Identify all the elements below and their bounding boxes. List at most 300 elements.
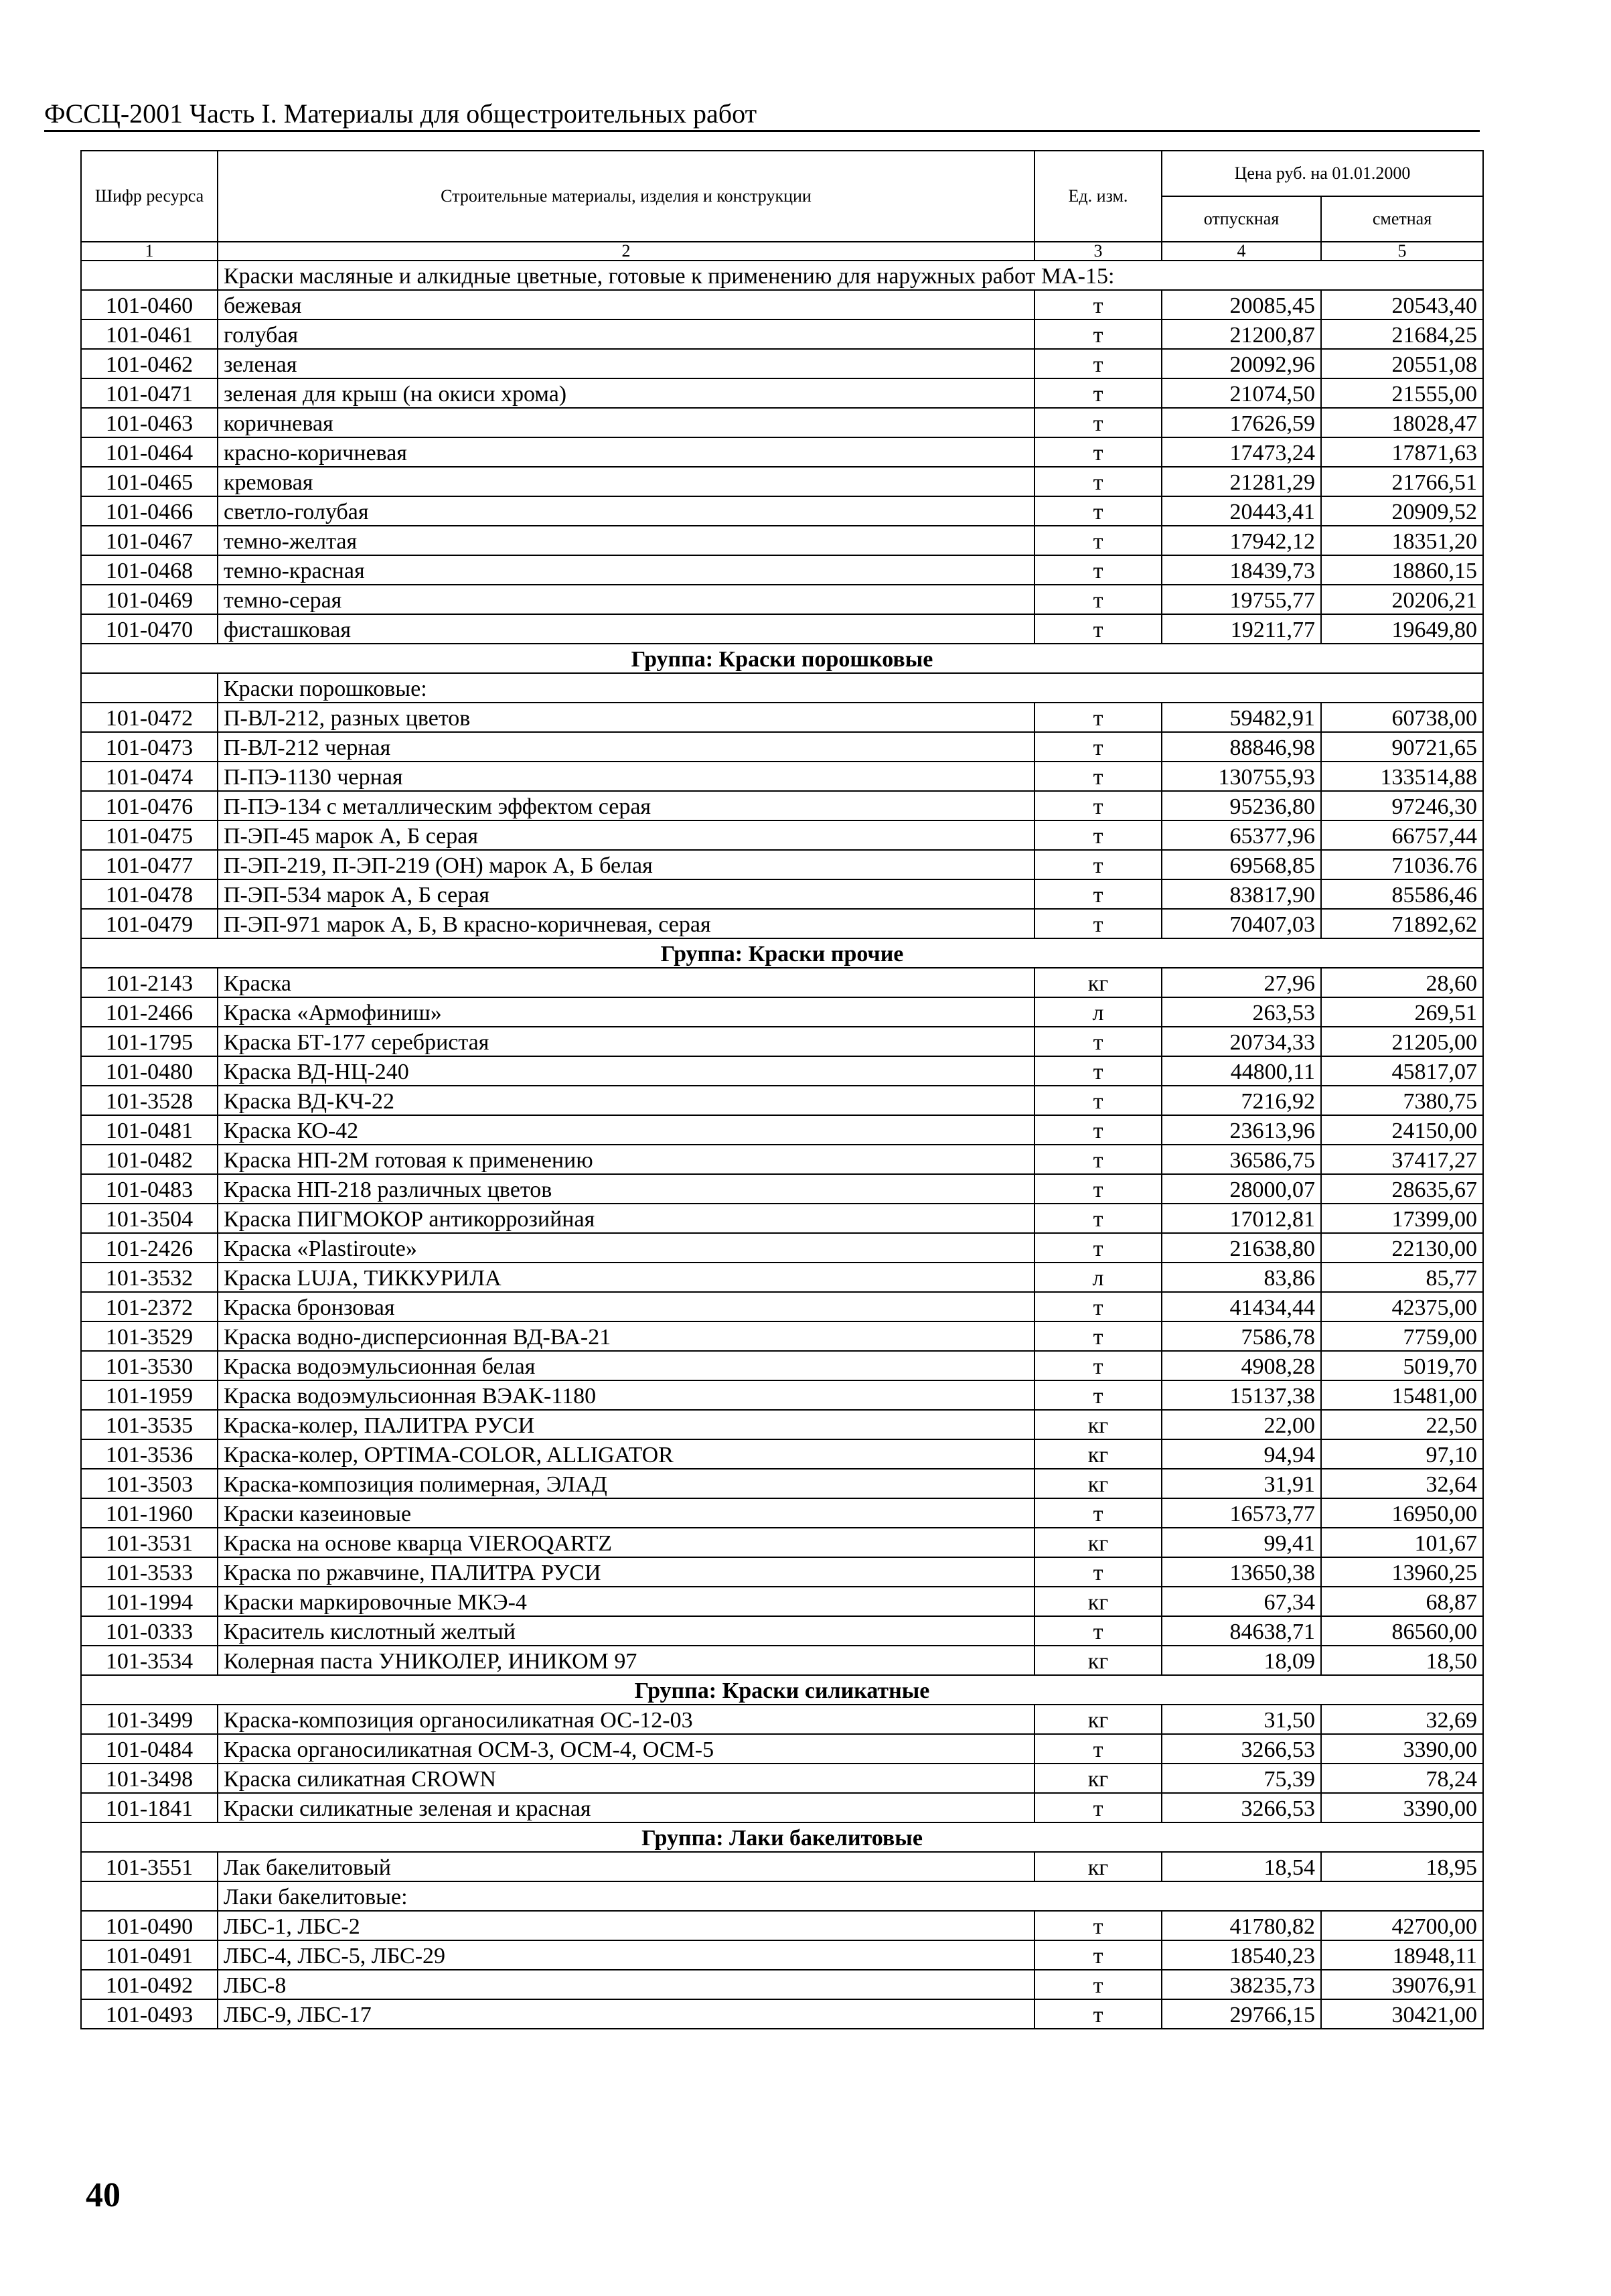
table-row bbox=[81, 319, 1483, 349]
unit-of-measure: т bbox=[1034, 1498, 1162, 1528]
release-price: 17626,59 bbox=[1162, 408, 1321, 437]
release-price: 3266,53 bbox=[1162, 1793, 1321, 1822]
resource-code: 101-0460 bbox=[81, 290, 218, 319]
estimate-price: 32,69 bbox=[1321, 1705, 1483, 1734]
material-name: П-ЭП-45 марок А, Б серая bbox=[218, 820, 1034, 850]
release-price: 18439,73 bbox=[1162, 555, 1321, 585]
resource-code: 101-0467 bbox=[81, 526, 218, 555]
table-row bbox=[81, 1793, 1483, 1822]
price-table bbox=[80, 150, 1484, 2029]
resource-code: 101-0471 bbox=[81, 378, 218, 408]
material-name: темно-серая bbox=[218, 585, 1034, 614]
table-row bbox=[81, 1380, 1483, 1410]
resource-code: 101-0474 bbox=[81, 762, 218, 791]
material-name: ЛБС-8 bbox=[218, 1970, 1034, 1999]
release-price: 83817,90 bbox=[1162, 879, 1321, 909]
resource-code: 101-1959 bbox=[81, 1380, 218, 1410]
unit-of-measure: т bbox=[1034, 1233, 1162, 1263]
table-row bbox=[81, 850, 1483, 879]
table-row bbox=[81, 1587, 1483, 1616]
table-header-row bbox=[81, 151, 1483, 196]
resource-code: 101-2466 bbox=[81, 997, 218, 1027]
material-name: П-ВЛ-212, разных цветов bbox=[218, 703, 1034, 732]
estimate-price: 16950,00 bbox=[1321, 1498, 1483, 1528]
estimate-price: 78,24 bbox=[1321, 1764, 1483, 1793]
estimate-price: 22,50 bbox=[1321, 1410, 1483, 1439]
estimate-price: 86560,00 bbox=[1321, 1616, 1483, 1646]
material-name: бежевая bbox=[218, 290, 1034, 319]
estimate-price: 90721,65 bbox=[1321, 732, 1483, 762]
resource-code: 101-3535 bbox=[81, 1410, 218, 1439]
estimate-price: 3390,00 bbox=[1321, 1793, 1483, 1822]
unit-of-measure: т bbox=[1034, 1734, 1162, 1764]
release-price: 59482,91 bbox=[1162, 703, 1321, 732]
unit-of-measure: т bbox=[1034, 378, 1162, 408]
release-price: 3266,53 bbox=[1162, 1734, 1321, 1764]
unit-of-measure: т bbox=[1034, 1292, 1162, 1321]
material-name: Краска НП-2М готовая к применению bbox=[218, 1145, 1034, 1174]
estimate-price: 71036.76 bbox=[1321, 850, 1483, 879]
resource-code: 101-0477 bbox=[81, 850, 218, 879]
table-row bbox=[81, 467, 1483, 496]
resource-code: 101-3499 bbox=[81, 1705, 218, 1734]
estimate-price: 17399,00 bbox=[1321, 1204, 1483, 1233]
estimate-price: 28635,67 bbox=[1321, 1174, 1483, 1204]
release-price: 69568,85 bbox=[1162, 850, 1321, 879]
table-row bbox=[81, 1174, 1483, 1204]
release-price: 18540,23 bbox=[1162, 1940, 1321, 1970]
unit-of-measure: кг bbox=[1034, 1439, 1162, 1469]
column-number: 3 bbox=[1034, 242, 1162, 261]
material-name: Краска bbox=[218, 968, 1034, 997]
material-name: Краска бронзовая bbox=[218, 1292, 1034, 1321]
release-price: 41780,82 bbox=[1162, 1911, 1321, 1940]
estimate-price: 20206,21 bbox=[1321, 585, 1483, 614]
material-name: фисташковая bbox=[218, 614, 1034, 644]
material-name: зеленая для крыш (на окиси хрома) bbox=[218, 378, 1034, 408]
estimate-price: 17871,63 bbox=[1321, 437, 1483, 467]
estimate-price: 85,77 bbox=[1321, 1263, 1483, 1292]
table-row bbox=[81, 555, 1483, 585]
resource-code: 101-3529 bbox=[81, 1321, 218, 1351]
resource-code: 101-2143 bbox=[81, 968, 218, 997]
estimate-price: 97246,30 bbox=[1321, 791, 1483, 820]
release-price: 23613,96 bbox=[1162, 1115, 1321, 1145]
unit-of-measure: т bbox=[1034, 850, 1162, 879]
release-price: 17942,12 bbox=[1162, 526, 1321, 555]
estimate-price: 18860,15 bbox=[1321, 555, 1483, 585]
table-row bbox=[81, 585, 1483, 614]
release-price: 21638,80 bbox=[1162, 1233, 1321, 1263]
unit-of-measure: т bbox=[1034, 1027, 1162, 1056]
table-row bbox=[81, 1498, 1483, 1528]
unit-of-measure: т bbox=[1034, 1321, 1162, 1351]
release-price: 94,94 bbox=[1162, 1439, 1321, 1469]
header-price: Цена руб. на 01.01.2000 bbox=[1162, 151, 1483, 196]
table-row bbox=[81, 1528, 1483, 1557]
release-price: 18,09 bbox=[1162, 1646, 1321, 1675]
estimate-price: 66757,44 bbox=[1321, 820, 1483, 850]
unit-of-measure: т bbox=[1034, 1056, 1162, 1086]
estimate-price: 20543,40 bbox=[1321, 290, 1483, 319]
unit-of-measure: л bbox=[1034, 1263, 1162, 1292]
estimate-price: 39076,91 bbox=[1321, 1970, 1483, 1999]
resource-code: 101-1960 bbox=[81, 1498, 218, 1528]
section-heading: Лаки бакелитовые: bbox=[218, 1881, 1483, 1911]
estimate-price: 30421,00 bbox=[1321, 1999, 1483, 2029]
estimate-price: 133514,88 bbox=[1321, 762, 1483, 791]
resource-code: 101-0466 bbox=[81, 496, 218, 526]
table-row bbox=[81, 703, 1483, 732]
material-name: П-ПЭ-134 с металлическим эффектом серая bbox=[218, 791, 1034, 820]
resource-code: 101-0492 bbox=[81, 1970, 218, 1999]
column-number: 4 bbox=[1162, 242, 1321, 261]
material-name: П-ЭП-219, П-ЭП-219 (ОН) марок А, Б белая bbox=[218, 850, 1034, 879]
column-number-row bbox=[81, 242, 1483, 261]
resource-code: 101-0491 bbox=[81, 1940, 218, 1970]
unit-of-measure: кг bbox=[1034, 1528, 1162, 1557]
material-name: Краски маркировочные МКЭ-4 bbox=[218, 1587, 1034, 1616]
release-price: 4908,28 bbox=[1162, 1351, 1321, 1380]
group-heading-row bbox=[81, 644, 1483, 673]
table-row bbox=[81, 437, 1483, 467]
table-row bbox=[81, 1999, 1483, 2029]
unit-of-measure: т bbox=[1034, 879, 1162, 909]
unit-of-measure: т bbox=[1034, 1204, 1162, 1233]
material-name: П-ЭП-534 марок А, Б серая bbox=[218, 879, 1034, 909]
unit-of-measure: кг bbox=[1034, 1410, 1162, 1439]
material-name: Краска-колер, ПАЛИТРА РУСИ bbox=[218, 1410, 1034, 1439]
resource-code: 101-0478 bbox=[81, 879, 218, 909]
table-row bbox=[81, 732, 1483, 762]
table-row bbox=[81, 1145, 1483, 1174]
release-price: 38235,73 bbox=[1162, 1970, 1321, 1999]
material-name: Краситель кислотный желтый bbox=[218, 1616, 1034, 1646]
unit-of-measure: т bbox=[1034, 1940, 1162, 1970]
material-name: П-ЭП-971 марок А, Б, В красно-коричневая, серая bbox=[218, 909, 1034, 938]
resource-code: 101-3532 bbox=[81, 1263, 218, 1292]
release-price: 20443,41 bbox=[1162, 496, 1321, 526]
estimate-price: 85586,46 bbox=[1321, 879, 1483, 909]
material-name: Краска-композиция органосиликатная ОС-12-03 bbox=[218, 1705, 1034, 1734]
release-price: 17473,24 bbox=[1162, 437, 1321, 467]
estimate-price: 21684,25 bbox=[1321, 319, 1483, 349]
table-row bbox=[81, 1646, 1483, 1675]
unit-of-measure: кг bbox=[1034, 1705, 1162, 1734]
resource-code: 101-3533 bbox=[81, 1557, 218, 1587]
resource-code: 101-0479 bbox=[81, 909, 218, 938]
release-price: 27,96 bbox=[1162, 968, 1321, 997]
section-heading-row bbox=[81, 1881, 1483, 1911]
material-name: Краска НП-218 различных цветов bbox=[218, 1174, 1034, 1204]
page-number: 40 bbox=[86, 2176, 121, 2214]
material-name: Краска-колер, OPTIMA-COLOR, ALLIGATOR bbox=[218, 1439, 1034, 1469]
table-row bbox=[81, 1410, 1483, 1439]
estimate-price: 18351,20 bbox=[1321, 526, 1483, 555]
estimate-price: 20909,52 bbox=[1321, 496, 1483, 526]
estimate-price: 97,10 bbox=[1321, 1439, 1483, 1469]
release-price: 263,53 bbox=[1162, 997, 1321, 1027]
unit-of-measure: кг bbox=[1034, 1764, 1162, 1793]
estimate-price: 101,67 bbox=[1321, 1528, 1483, 1557]
material-name: Краска водоэмульсионная ВЭАК-1180 bbox=[218, 1380, 1034, 1410]
unit-of-measure: т bbox=[1034, 703, 1162, 732]
unit-of-measure: т bbox=[1034, 1557, 1162, 1587]
material-name: темно-красная bbox=[218, 555, 1034, 585]
table-row bbox=[81, 1439, 1483, 1469]
header-release-price: отпускная bbox=[1162, 196, 1321, 242]
unit-of-measure: т bbox=[1034, 909, 1162, 938]
unit-of-measure: т bbox=[1034, 290, 1162, 319]
release-price: 28000,07 bbox=[1162, 1174, 1321, 1204]
table-row bbox=[81, 496, 1483, 526]
estimate-price: 18,50 bbox=[1321, 1646, 1483, 1675]
release-price: 99,41 bbox=[1162, 1528, 1321, 1557]
resource-code: 101-0462 bbox=[81, 349, 218, 378]
release-price: 29766,15 bbox=[1162, 1999, 1321, 2029]
material-name: Краска силикатная CROWN bbox=[218, 1764, 1034, 1793]
table-row bbox=[81, 879, 1483, 909]
resource-code: 101-0480 bbox=[81, 1056, 218, 1086]
release-price: 36586,75 bbox=[1162, 1145, 1321, 1174]
table-row bbox=[81, 290, 1483, 319]
table-row bbox=[81, 1115, 1483, 1145]
release-price: 13650,38 bbox=[1162, 1557, 1321, 1587]
table-row bbox=[81, 526, 1483, 555]
table-row bbox=[81, 909, 1483, 938]
material-name: Краска ВД-НЦ-240 bbox=[218, 1056, 1034, 1086]
empty-cell bbox=[81, 1881, 218, 1911]
estimate-price: 24150,00 bbox=[1321, 1115, 1483, 1145]
material-name: Краска КО-42 bbox=[218, 1115, 1034, 1145]
table-row bbox=[81, 1734, 1483, 1764]
material-name: П-ПЭ-1130 черная bbox=[218, 762, 1034, 791]
material-name: зеленая bbox=[218, 349, 1034, 378]
material-name: Краска по ржавчине, ПАЛИТРА РУСИ bbox=[218, 1557, 1034, 1587]
unit-of-measure: кг bbox=[1034, 968, 1162, 997]
estimate-price: 71892,62 bbox=[1321, 909, 1483, 938]
resource-code: 101-0475 bbox=[81, 820, 218, 850]
release-price: 31,91 bbox=[1162, 1469, 1321, 1498]
table-row bbox=[81, 820, 1483, 850]
resource-code: 101-3531 bbox=[81, 1528, 218, 1557]
material-name: Краска водоэмульсионная белая bbox=[218, 1351, 1034, 1380]
table-row bbox=[81, 1911, 1483, 1940]
material-name: П-ВЛ-212 черная bbox=[218, 732, 1034, 762]
header-unit: Ед. изм. bbox=[1034, 151, 1162, 242]
section-heading-row bbox=[81, 673, 1483, 703]
table-row bbox=[81, 408, 1483, 437]
table-row bbox=[81, 349, 1483, 378]
unit-of-measure: т bbox=[1034, 1351, 1162, 1380]
release-price: 83,86 bbox=[1162, 1263, 1321, 1292]
release-price: 67,34 bbox=[1162, 1587, 1321, 1616]
estimate-price: 45817,07 bbox=[1321, 1056, 1483, 1086]
unit-of-measure: т bbox=[1034, 1616, 1162, 1646]
estimate-price: 32,64 bbox=[1321, 1469, 1483, 1498]
estimate-price: 7380,75 bbox=[1321, 1086, 1483, 1115]
table-row bbox=[81, 1469, 1483, 1498]
resource-code: 101-1795 bbox=[81, 1027, 218, 1056]
table-row bbox=[81, 1557, 1483, 1587]
material-name: Краска ВД-КЧ-22 bbox=[218, 1086, 1034, 1115]
group-heading: Группа: Лаки бакелитовые bbox=[81, 1822, 1483, 1852]
header-code: Шифр ресурса bbox=[81, 151, 218, 242]
estimate-price: 5019,70 bbox=[1321, 1351, 1483, 1380]
estimate-price: 21205,00 bbox=[1321, 1027, 1483, 1056]
unit-of-measure: т bbox=[1034, 319, 1162, 349]
resource-code: 101-0333 bbox=[81, 1616, 218, 1646]
table-row bbox=[81, 1292, 1483, 1321]
material-name: Краска органосиликатная ОСМ-3, ОСМ-4, ОСМ-5 bbox=[218, 1734, 1034, 1764]
unit-of-measure: т bbox=[1034, 732, 1162, 762]
estimate-price: 18948,11 bbox=[1321, 1940, 1483, 1970]
resource-code: 101-3498 bbox=[81, 1764, 218, 1793]
estimate-price: 18028,47 bbox=[1321, 408, 1483, 437]
resource-code: 101-0476 bbox=[81, 791, 218, 820]
release-price: 22,00 bbox=[1162, 1410, 1321, 1439]
resource-code: 101-0473 bbox=[81, 732, 218, 762]
header-estimate-price: сметная bbox=[1321, 196, 1483, 242]
section-heading: Краски порошковые: bbox=[218, 673, 1483, 703]
release-price: 70407,03 bbox=[1162, 909, 1321, 938]
table-row bbox=[81, 1764, 1483, 1793]
material-name: ЛБС-9, ЛБС-17 bbox=[218, 1999, 1034, 2029]
material-name: Краска ПИГМОКОР антикоррозийная bbox=[218, 1204, 1034, 1233]
resource-code: 101-0493 bbox=[81, 1999, 218, 2029]
page-header: ФССЦ-2001 Часть I. Материалы для общестроительных работ bbox=[44, 99, 1480, 132]
unit-of-measure: т bbox=[1034, 1793, 1162, 1822]
release-price: 88846,98 bbox=[1162, 732, 1321, 762]
unit-of-measure: т bbox=[1034, 467, 1162, 496]
release-price: 84638,71 bbox=[1162, 1616, 1321, 1646]
table-row bbox=[81, 378, 1483, 408]
release-price: 15137,38 bbox=[1162, 1380, 1321, 1410]
table-row bbox=[81, 1321, 1483, 1351]
material-name: кремовая bbox=[218, 467, 1034, 496]
resource-code: 101-0482 bbox=[81, 1145, 218, 1174]
resource-code: 101-2372 bbox=[81, 1292, 218, 1321]
resource-code: 101-3534 bbox=[81, 1646, 218, 1675]
material-name: красно-коричневая bbox=[218, 437, 1034, 467]
table-row bbox=[81, 997, 1483, 1027]
material-name: Лак бакелитовый bbox=[218, 1852, 1034, 1881]
release-price: 44800,11 bbox=[1162, 1056, 1321, 1086]
column-number: 5 bbox=[1321, 242, 1483, 261]
release-price: 95236,80 bbox=[1162, 791, 1321, 820]
group-heading-row bbox=[81, 1822, 1483, 1852]
release-price: 65377,96 bbox=[1162, 820, 1321, 850]
material-name: Краски казеиновые bbox=[218, 1498, 1034, 1528]
unit-of-measure: т bbox=[1034, 614, 1162, 644]
table-row bbox=[81, 1233, 1483, 1263]
unit-of-measure: кг bbox=[1034, 1852, 1162, 1881]
material-name: Краска водно-дисперсионная ВД-ВА-21 bbox=[218, 1321, 1034, 1351]
section-heading: Краски масляные и алкидные цветные, готовые к применению для наружных работ МА-15: bbox=[218, 261, 1483, 290]
unit-of-measure: т bbox=[1034, 555, 1162, 585]
resource-code: 101-0464 bbox=[81, 437, 218, 467]
table-row bbox=[81, 614, 1483, 644]
column-number: 1 bbox=[81, 242, 218, 261]
resource-code: 101-3528 bbox=[81, 1086, 218, 1115]
unit-of-measure: т bbox=[1034, 496, 1162, 526]
unit-of-measure: л bbox=[1034, 997, 1162, 1027]
resource-code: 101-0484 bbox=[81, 1734, 218, 1764]
resource-code: 101-1841 bbox=[81, 1793, 218, 1822]
material-name: Краска «Plastiroute» bbox=[218, 1233, 1034, 1263]
release-price: 7216,92 bbox=[1162, 1086, 1321, 1115]
release-price: 20092,96 bbox=[1162, 349, 1321, 378]
material-name: голубая bbox=[218, 319, 1034, 349]
resource-code: 101-0461 bbox=[81, 319, 218, 349]
resource-code: 101-0470 bbox=[81, 614, 218, 644]
release-price: 19755,77 bbox=[1162, 585, 1321, 614]
release-price: 41434,44 bbox=[1162, 1292, 1321, 1321]
resource-code: 101-3530 bbox=[81, 1351, 218, 1380]
estimate-price: 42700,00 bbox=[1321, 1911, 1483, 1940]
release-price: 19211,77 bbox=[1162, 614, 1321, 644]
table-row bbox=[81, 1027, 1483, 1056]
estimate-price: 37417,27 bbox=[1321, 1145, 1483, 1174]
table-row bbox=[81, 762, 1483, 791]
release-price: 17012,81 bbox=[1162, 1204, 1321, 1233]
release-price: 20734,33 bbox=[1162, 1027, 1321, 1056]
group-heading-row bbox=[81, 938, 1483, 968]
material-name: ЛБС-4, ЛБС-5, ЛБС-29 bbox=[218, 1940, 1034, 1970]
table-row bbox=[81, 1263, 1483, 1292]
unit-of-measure: т bbox=[1034, 1999, 1162, 2029]
material-name: коричневая bbox=[218, 408, 1034, 437]
empty-cell bbox=[81, 261, 218, 290]
estimate-price: 28,60 bbox=[1321, 968, 1483, 997]
unit-of-measure: т bbox=[1034, 408, 1162, 437]
unit-of-measure: кг bbox=[1034, 1646, 1162, 1675]
material-name: Краска на основе кварца VIEROQARTZ bbox=[218, 1528, 1034, 1557]
unit-of-measure: т bbox=[1034, 1970, 1162, 1999]
unit-of-measure: кг bbox=[1034, 1587, 1162, 1616]
material-name: Колерная паста УНИКОЛЕР, ИНИКОМ 97 bbox=[218, 1646, 1034, 1675]
empty-cell bbox=[81, 673, 218, 703]
column-number: 2 bbox=[218, 242, 1034, 261]
material-name: светло-голубая bbox=[218, 496, 1034, 526]
estimate-price: 18,95 bbox=[1321, 1852, 1483, 1881]
release-price: 18,54 bbox=[1162, 1852, 1321, 1881]
section-heading-row bbox=[81, 261, 1483, 290]
release-price: 31,50 bbox=[1162, 1705, 1321, 1734]
unit-of-measure: т bbox=[1034, 585, 1162, 614]
table-row bbox=[81, 1204, 1483, 1233]
estimate-price: 7759,00 bbox=[1321, 1321, 1483, 1351]
material-name: темно-желтая bbox=[218, 526, 1034, 555]
estimate-price: 21555,00 bbox=[1321, 378, 1483, 408]
resource-code: 101-0490 bbox=[81, 1911, 218, 1940]
table-row bbox=[81, 1056, 1483, 1086]
release-price: 21200,87 bbox=[1162, 319, 1321, 349]
table-row bbox=[81, 1940, 1483, 1970]
estimate-price: 42375,00 bbox=[1321, 1292, 1483, 1321]
table-row bbox=[81, 791, 1483, 820]
unit-of-measure: т bbox=[1034, 526, 1162, 555]
release-price: 7586,78 bbox=[1162, 1321, 1321, 1351]
resource-code: 101-0468 bbox=[81, 555, 218, 585]
unit-of-measure: т bbox=[1034, 1174, 1162, 1204]
resource-code: 101-0481 bbox=[81, 1115, 218, 1145]
release-price: 21074,50 bbox=[1162, 378, 1321, 408]
resource-code: 101-2426 bbox=[81, 1233, 218, 1263]
unit-of-measure: т bbox=[1034, 1086, 1162, 1115]
resource-code: 101-0472 bbox=[81, 703, 218, 732]
resource-code: 101-1994 bbox=[81, 1587, 218, 1616]
